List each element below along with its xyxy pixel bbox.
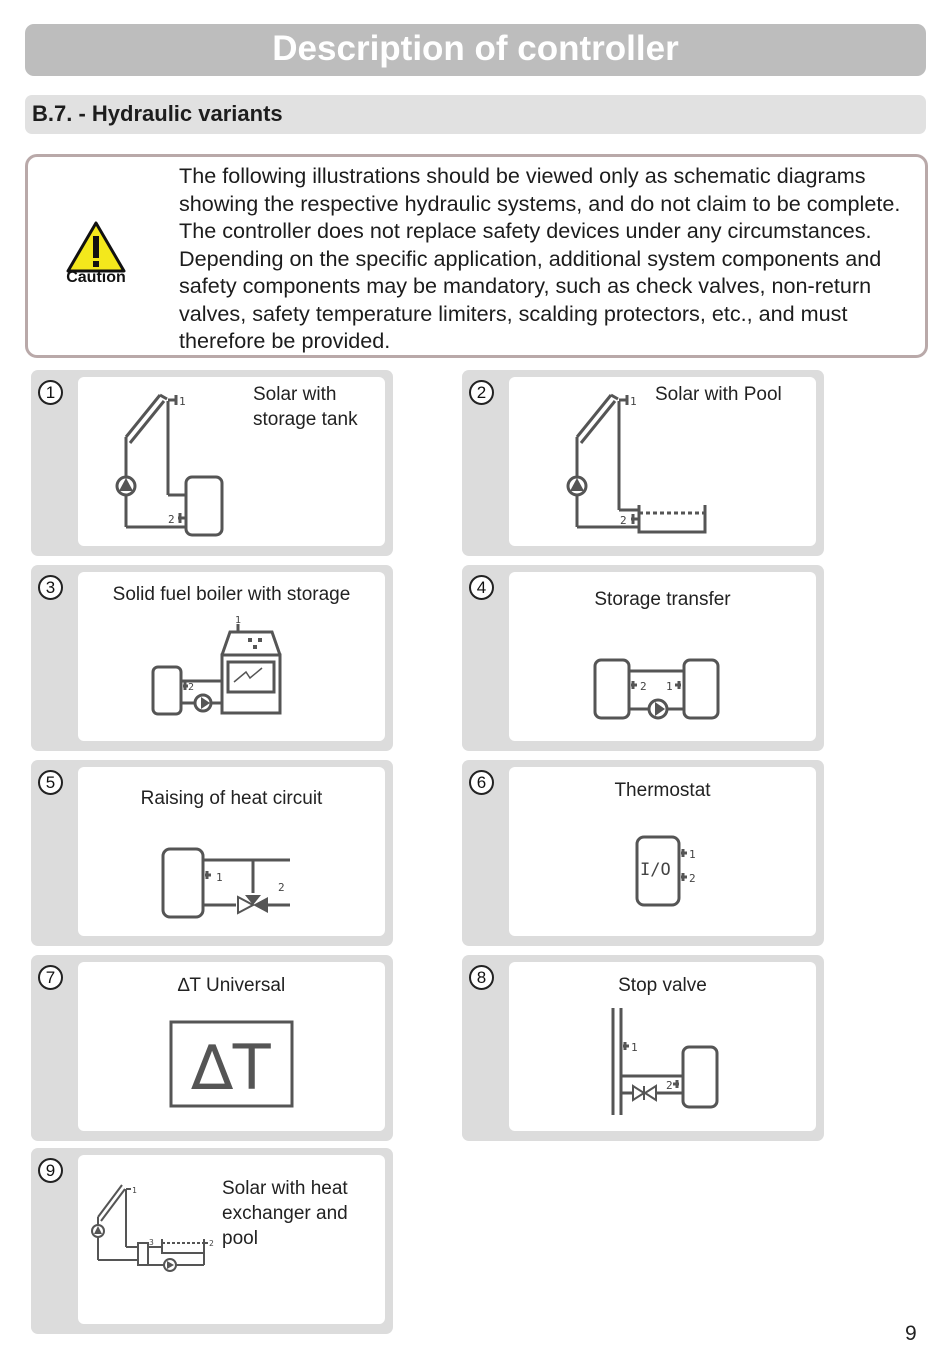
variant-label: Solar with heat exchanger and pool: [222, 1178, 348, 1249]
variant-label: Thermostat: [614, 780, 711, 801]
variant-panel: [78, 572, 385, 741]
variant-card-5: [31, 760, 393, 946]
variant-number: 8: [469, 965, 494, 990]
sensor-2-label: 2: [209, 1239, 214, 1248]
variant-number: 1: [38, 380, 63, 405]
variant-card-4: [462, 565, 824, 751]
sensor-1-label: 1: [235, 615, 242, 626]
delta-t-symbol: ∆T: [191, 1031, 271, 1104]
sensor-1-label: 1: [216, 871, 223, 884]
sensor-2-label: 2: [620, 514, 627, 527]
sensor-1-label: 1: [666, 680, 673, 693]
variant-card-3: [31, 565, 393, 751]
variant-panel: [78, 1155, 385, 1324]
variant-card-9: [31, 1148, 393, 1334]
variant-label: ∆T Universal: [177, 975, 286, 996]
variant-label: Stop valve: [618, 975, 707, 996]
sensor-2-label: 2: [188, 682, 195, 693]
warning-triangle-icon: [66, 221, 126, 273]
variant-card-1: [31, 370, 393, 556]
variant-panel: [78, 767, 385, 936]
variant-panel: [509, 377, 816, 546]
thermostat-switch-label: I/O: [640, 860, 671, 880]
caution-label: Caution: [66, 269, 126, 286]
variant-card-6: [462, 760, 824, 946]
sensor-1-label: 1: [630, 395, 637, 408]
sensor-1-label: 1: [132, 1186, 137, 1195]
sensor-2-label: 2: [168, 513, 175, 526]
variant-panel: [509, 962, 816, 1131]
sensor-1-label: 1: [631, 1041, 638, 1054]
sensor-2-label: 2: [640, 680, 647, 693]
variant-label: Storage transfer: [594, 589, 731, 610]
variant-panel: [509, 572, 816, 741]
variant-number: 7: [38, 965, 63, 990]
variant-number: 9: [38, 1158, 63, 1183]
variant-number: 4: [469, 575, 494, 600]
variant-label: Raising of heat circuit: [140, 788, 323, 809]
variant-panel: [509, 767, 816, 936]
variant-card-7: [31, 955, 393, 1141]
sensor-1-label: 1: [179, 395, 186, 408]
variant-number: 6: [469, 770, 494, 795]
sensor-1-label: 1: [689, 848, 696, 861]
variant-card-8: [462, 955, 824, 1141]
caution-box: [25, 154, 928, 358]
sensor-2-label: 2: [666, 1079, 673, 1092]
variant-panel: [78, 962, 385, 1131]
page-title: Description of controller: [25, 24, 926, 76]
variant-label: Solid fuel boiler with storage: [112, 584, 351, 605]
variant-card-2: [462, 370, 824, 556]
page-number: 9: [905, 1322, 917, 1345]
sensor-3-label: 3: [149, 1238, 154, 1247]
variant-number: 3: [38, 575, 63, 600]
variant-number: 5: [38, 770, 63, 795]
section-heading: B.7. - Hydraulic variants: [25, 95, 926, 134]
variant-label: Solar with storage tank: [253, 384, 358, 430]
variant-number: 2: [469, 380, 494, 405]
sensor-2-label: 2: [278, 881, 285, 894]
variant-label: Solar with Pool: [655, 384, 782, 405]
variant-panel: [78, 377, 385, 546]
sensor-2-label: 2: [689, 872, 696, 885]
caution-text: The following illustrations should be viewed only as schematic diagrams showing the respective hydraulic systems, and do not claim to be complete. The controller does not replace safety devices under any circumstances. Depending on the specific application, additional system components and safety components may be mandatory, such as check valves, non-return valves, safety temperature limiters, scalding protectors, etc., and must therefore be provided.: [179, 163, 901, 353]
